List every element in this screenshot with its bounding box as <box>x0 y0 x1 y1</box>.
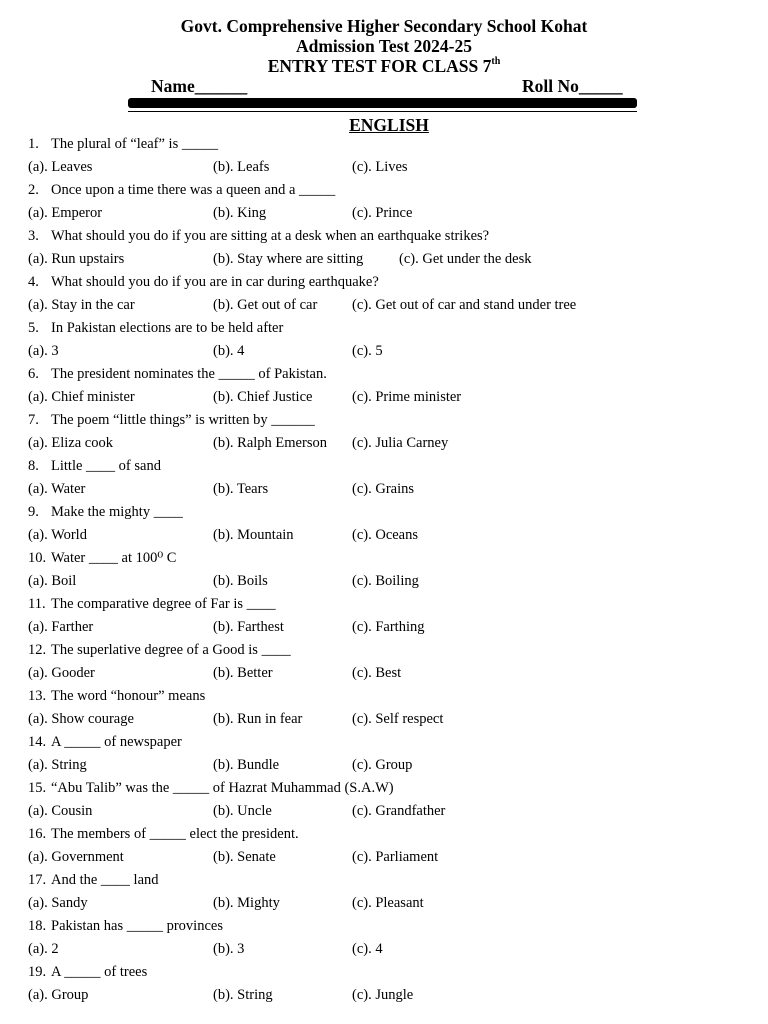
option-a: (a). 2 <box>28 941 59 957</box>
question-row <box>0 777 768 800</box>
option-c: (c). Pleasant <box>352 895 424 911</box>
option-a: (a). Leaves <box>28 159 93 175</box>
question-number: 17. <box>28 872 47 888</box>
question-number: 8. <box>28 458 39 474</box>
question-number: 1. <box>28 136 39 152</box>
question-row <box>0 317 768 340</box>
question-text: Make the mighty ____ <box>51 504 183 520</box>
option-b: (b). Mighty <box>213 895 280 911</box>
option-b: (b). Tears <box>213 481 269 497</box>
question-text: Once upon a time there was a queen and a _____ <box>51 182 336 198</box>
options-row <box>0 570 768 593</box>
option-a: (a). 3 <box>28 343 59 359</box>
option-a: (a). Chief minister <box>28 389 135 405</box>
option-c: (c). Oceans <box>352 527 419 543</box>
option-c: (c). Get under the desk <box>399 251 532 267</box>
options-row <box>0 662 768 685</box>
question-row <box>0 409 768 432</box>
option-b: (b). 4 <box>213 343 245 359</box>
options-row <box>0 156 768 179</box>
option-c: (c). Group <box>352 757 413 773</box>
question-text: The president nominates the _____ of Pakistan. <box>51 366 327 382</box>
question-row <box>0 547 768 570</box>
question-text: Little ____ of sand <box>51 458 161 474</box>
question-row <box>0 179 768 202</box>
options-row <box>0 800 768 823</box>
option-a: (a). Stay in the car <box>28 297 135 313</box>
option-a: (a). Boil <box>28 573 77 589</box>
option-a: (a). Group <box>28 987 89 1003</box>
option-c: (c). Grains <box>352 481 415 497</box>
question-number: 6. <box>28 366 39 382</box>
option-b: (b). Uncle <box>213 803 272 819</box>
option-a: (a). World <box>28 527 87 543</box>
question-row <box>0 731 768 754</box>
options-row <box>0 202 768 225</box>
option-a: (a). Farther <box>28 619 94 635</box>
question-text: The comparative degree of Far is ____ <box>51 596 276 612</box>
school-title: Govt. Comprehensive Higher Secondary School Kohat <box>180 16 588 36</box>
question-text: The members of _____ elect the president. <box>51 826 299 842</box>
question-text: The plural of “leaf” is _____ <box>51 136 219 152</box>
options-row <box>0 386 768 409</box>
question-number: 11. <box>28 596 46 612</box>
question-text: “Abu Talib” was the _____ of Hazrat Muhammad (S.A.W) <box>51 780 394 796</box>
option-c: (c). 4 <box>352 941 383 957</box>
options-row <box>0 294 768 317</box>
option-b: (b). Run in fear <box>213 711 303 727</box>
question-text: The superlative degree of a Good is ____ <box>51 642 291 658</box>
options-row <box>0 754 768 777</box>
class-title-text: ENTRY TEST FOR CLASS 7 <box>267 56 492 76</box>
option-a: (a). Water <box>28 481 86 497</box>
option-c: (c). Julia Carney <box>352 435 449 451</box>
class-title <box>0 56 768 76</box>
question-row <box>0 869 768 892</box>
option-b: (b). String <box>213 987 273 1003</box>
question-row <box>0 961 768 984</box>
option-a: (a). Sandy <box>28 895 88 911</box>
question-row <box>0 455 768 478</box>
question-text: Pakistan has _____ provinces <box>51 918 223 934</box>
option-c: (c). Lives <box>352 159 408 175</box>
option-b: (b). Mountain <box>213 527 294 543</box>
option-b: (b). Senate <box>213 849 276 865</box>
option-b: (b). Get out of car <box>213 297 318 313</box>
question-row <box>0 225 768 248</box>
question-number: 18. <box>28 918 47 934</box>
question-row <box>0 685 768 708</box>
question-text: And the ____ land <box>51 872 159 888</box>
option-c: (c). Grandfather <box>352 803 446 819</box>
option-c: (c). Boiling <box>352 573 419 589</box>
option-b: (b). Boils <box>213 573 268 589</box>
options-row <box>0 984 768 1007</box>
option-c: (c). Best <box>352 665 402 681</box>
option-c: (c). Parliament <box>352 849 439 865</box>
option-b: (b). Stay where are sitting <box>213 251 364 267</box>
question-row <box>0 363 768 386</box>
option-c: (c). Farthing <box>352 619 425 635</box>
option-b: (b). Ralph Emerson <box>213 435 327 451</box>
option-c: (c). Prime minister <box>352 389 462 405</box>
option-a: (a). Emperor <box>28 205 103 221</box>
option-c: (c). Self respect <box>352 711 444 727</box>
option-b: (b). Chief Justice <box>213 389 313 405</box>
question-number: 4. <box>28 274 39 290</box>
question-text: Water ____ at 100⁰ C <box>51 550 177 566</box>
options-row <box>0 432 768 455</box>
option-a: (a). Government <box>28 849 124 865</box>
options-row <box>0 846 768 869</box>
options-row <box>0 708 768 731</box>
option-b: (b). Bundle <box>213 757 280 773</box>
section-title: ENGLISH <box>349 115 429 135</box>
question-text: A _____ of newspaper <box>51 734 182 750</box>
question-number: 16. <box>28 826 47 842</box>
option-a: (a). Gooder <box>28 665 95 681</box>
options-row <box>0 524 768 547</box>
option-c: (c). Jungle <box>352 987 414 1003</box>
header-divider-thin <box>128 111 637 112</box>
question-row <box>0 593 768 616</box>
question-number: 7. <box>28 412 39 428</box>
question-text: A _____ of trees <box>51 964 148 980</box>
option-a: (a). Show courage <box>28 711 134 727</box>
question-number: 5. <box>28 320 39 336</box>
options-row <box>0 892 768 915</box>
options-row <box>0 616 768 639</box>
question-text: The poem “little things” is written by ______ <box>51 412 315 428</box>
question-number: 10. <box>28 550 47 566</box>
question-number: 9. <box>28 504 39 520</box>
question-number: 19. <box>28 964 47 980</box>
question-number: 14. <box>28 734 47 750</box>
question-row <box>0 271 768 294</box>
question-row <box>0 639 768 662</box>
option-b: (b). Better <box>213 665 273 681</box>
test-title: Admission Test 2024-25 <box>295 36 472 56</box>
option-b: (b). 3 <box>213 941 245 957</box>
option-b: (b). Farthest <box>213 619 284 635</box>
option-a: (a). String <box>28 757 87 773</box>
question-row <box>0 915 768 938</box>
question-row <box>0 133 768 156</box>
options-row <box>0 938 768 961</box>
option-c: (c). Prince <box>352 205 413 221</box>
options-row <box>0 478 768 501</box>
option-c: (c). 5 <box>352 343 383 359</box>
option-a: (a). Run upstairs <box>28 251 125 267</box>
option-a: (a). Cousin <box>28 803 93 819</box>
question-number: 12. <box>28 642 47 658</box>
question-text: What should you do if you are in car during earthquake? <box>51 274 379 290</box>
question-text: The word “honour” means <box>51 688 206 704</box>
option-a: (a). Eliza cook <box>28 435 113 451</box>
question-number: 2. <box>28 182 39 198</box>
options-row <box>0 340 768 363</box>
question-number: 13. <box>28 688 47 704</box>
roll-no-field: Roll No_____ <box>522 76 623 96</box>
name-field: Name______ <box>151 76 248 96</box>
option-b: (b). King <box>213 205 267 221</box>
question-row <box>0 501 768 524</box>
question-number: 15. <box>28 780 47 796</box>
option-b: (b). Leafs <box>213 159 270 175</box>
options-row <box>0 248 768 271</box>
question-list <box>0 133 768 1007</box>
option-c: (c). Get out of car and stand under tree <box>352 297 577 313</box>
question-number: 3. <box>28 228 39 244</box>
class-title-sup: th <box>491 56 501 67</box>
question-row <box>0 823 768 846</box>
question-text: In Pakistan elections are to be held after <box>51 320 284 336</box>
header-divider-thick <box>128 98 637 108</box>
question-text: What should you do if you are sitting at a desk when an earthquake strikes? <box>51 228 490 244</box>
